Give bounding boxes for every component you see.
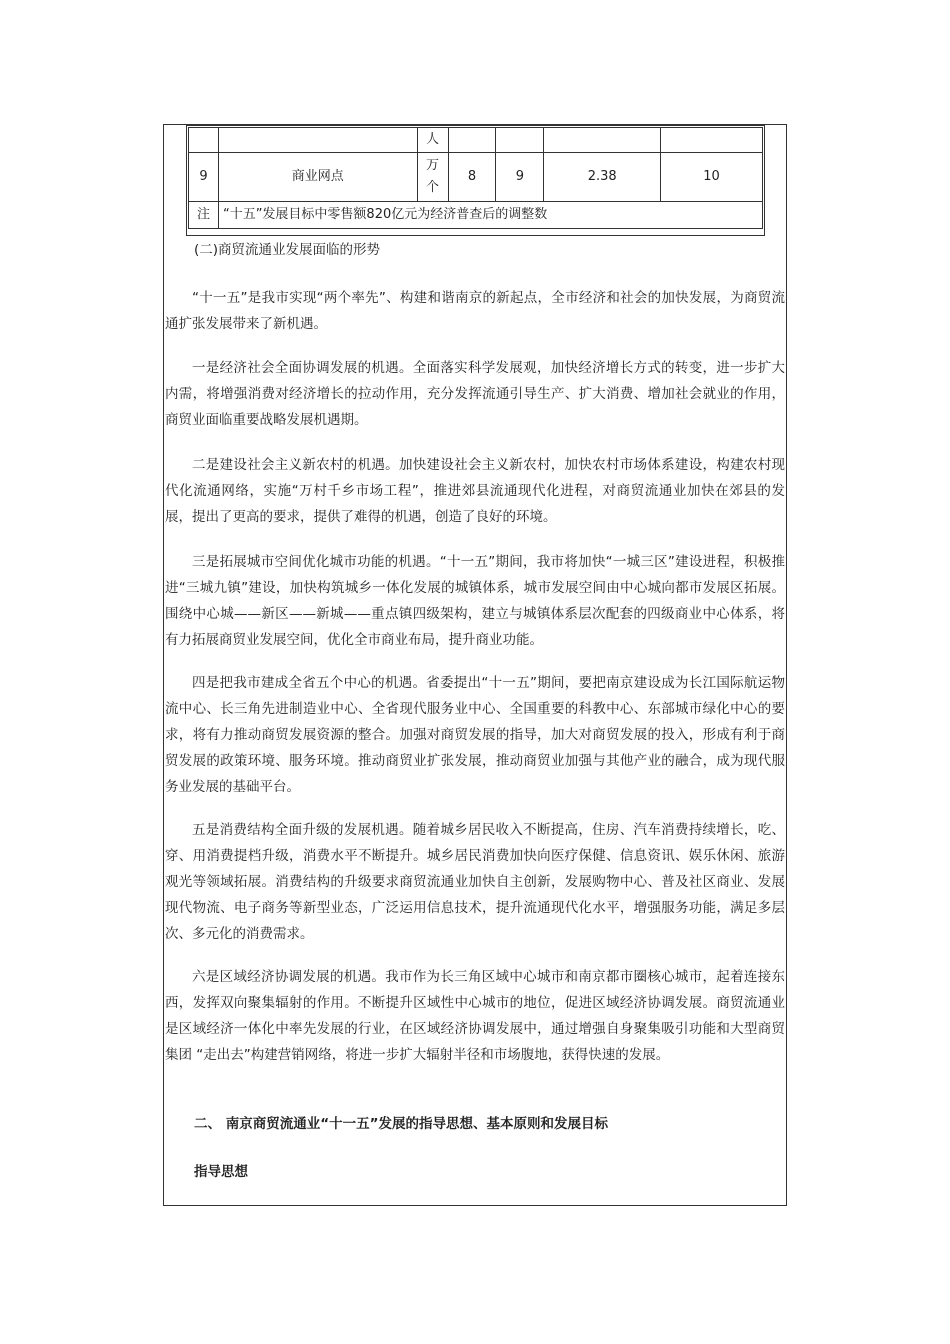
- subsection-heading: 指导思想: [194, 1164, 248, 1180]
- item-name: 商业网点: [218, 153, 417, 202]
- value-cell: 8: [448, 153, 496, 202]
- table-outer-border: [186, 125, 765, 236]
- paragraph: 二是建设社会主义新农村的机遇。加快建设社会主义新农村，加快农村市场体系建设，构建农村现代化流通网络，实施“万村千乡市场工程”，推进郊县流通现代化进程，对商贸流通业加快在郊县的发展，提出了更高的要求，提供了难得的机遇，创造了良好的环境。: [165, 457, 785, 525]
- paragraph: 三是拓展城市空间优化城市功能的机遇。“十一五”期间，我市将加快“一城三区”建设进程，积极推进“三城九镇”建设，加快构筑城乡一体化发展的城镇体系，城市发展空间由中心城向都市发展区拓展。围绕中心城——新区——新城——重点镇四级架构，建立与城镇体系层次配套的四级商业中心体系，将有力拓展商贸业发展空间，优化全市商业布局，提升商业功能。: [165, 554, 785, 648]
- value-cell: 9: [496, 153, 544, 202]
- paragraph: 五是消费结构全面升级的发展机遇。随着城乡居民收入不断提高，住房、汽车消费持续增长，吃、穿、用消费提档升级，消费水平不断提升。城乡居民消费加快向医疗保健、信息资讯、娱乐休闲、旅游观光等领域拓展。消费结构的升级要求商贸流通业加快自主创新，发展购物中心、普及社区商业、发展现代物流、电子商务等新型业态，广泛运用信息技术，提升流通现代化水平，增强服务功能，满足多层次、多元化的消费需求。: [165, 822, 785, 942]
- note-text: “十五”发展目标中零售额820亿元为经济普查后的调整数: [218, 202, 762, 229]
- note-label: 注: [189, 202, 219, 229]
- paragraph: 四是把我市建成全省五个中心的机遇。省委提出“十一五”期间，要把南京建设成为长江国际航运物流中心、长三角先进制造业中心、全省现代服务业中心、全国重要的科教中心、东部城市绿化中心的要求，将有力推动商贸发展资源的整合。加强对商贸发展的指导，加大对商贸发展的投入，形成有利于商贸发展的政策环境、服务环境。推动商贸业扩张发展，推动商贸业加强与其他产业的融合，成为现代服务业发展的基础平台。: [165, 675, 785, 795]
- paragraph: “十一五”是我市实现“两个率先”、构建和谐南京的新起点，全市经济和社会的加快发展，为商贸流通扩张发展带来了新机遇。: [165, 290, 785, 332]
- paragraph: 一是经济社会全面协调发展的机遇。全面落实科学发展观，加快经济增长方式的转变，进一步扩大内需，将增强消费对经济增长的拉动作用，充分发挥流通引导生产、扩大消费、增加社会就业的作用，商贸业面临重要战略发展机遇期。: [165, 360, 785, 428]
- value-cell: 2.38: [544, 153, 661, 202]
- section-subtitle: (二)商贸流通业发展面临的形势: [194, 242, 381, 258]
- section-heading: 二、 南京商贸流通业“十一五”发展的指导思想、基本原则和发展目标: [194, 1116, 608, 1132]
- unit-cell: 人: [417, 128, 448, 153]
- paragraph: 六是区域经济协调发展的机遇。我市作为长三角区域中心城市和南京都市圈核心城市，起着连接东西，发挥双向聚集辐射的作用。不断提升区域性中心城市的地位，促进区域经济协调发展。商贸流通业是区域经济一体化中率先发展的行业，在区域经济协调发展中，通过增强自身聚集吸引功能和大型商贸集团 “走出去”构建营销网络，将进一步扩大辐射半径和市场腹地，获得快速的发展。: [165, 969, 785, 1063]
- unit-cell: 万个: [417, 153, 448, 202]
- row-number: 9: [189, 153, 219, 202]
- value-cell: 10: [661, 153, 763, 202]
